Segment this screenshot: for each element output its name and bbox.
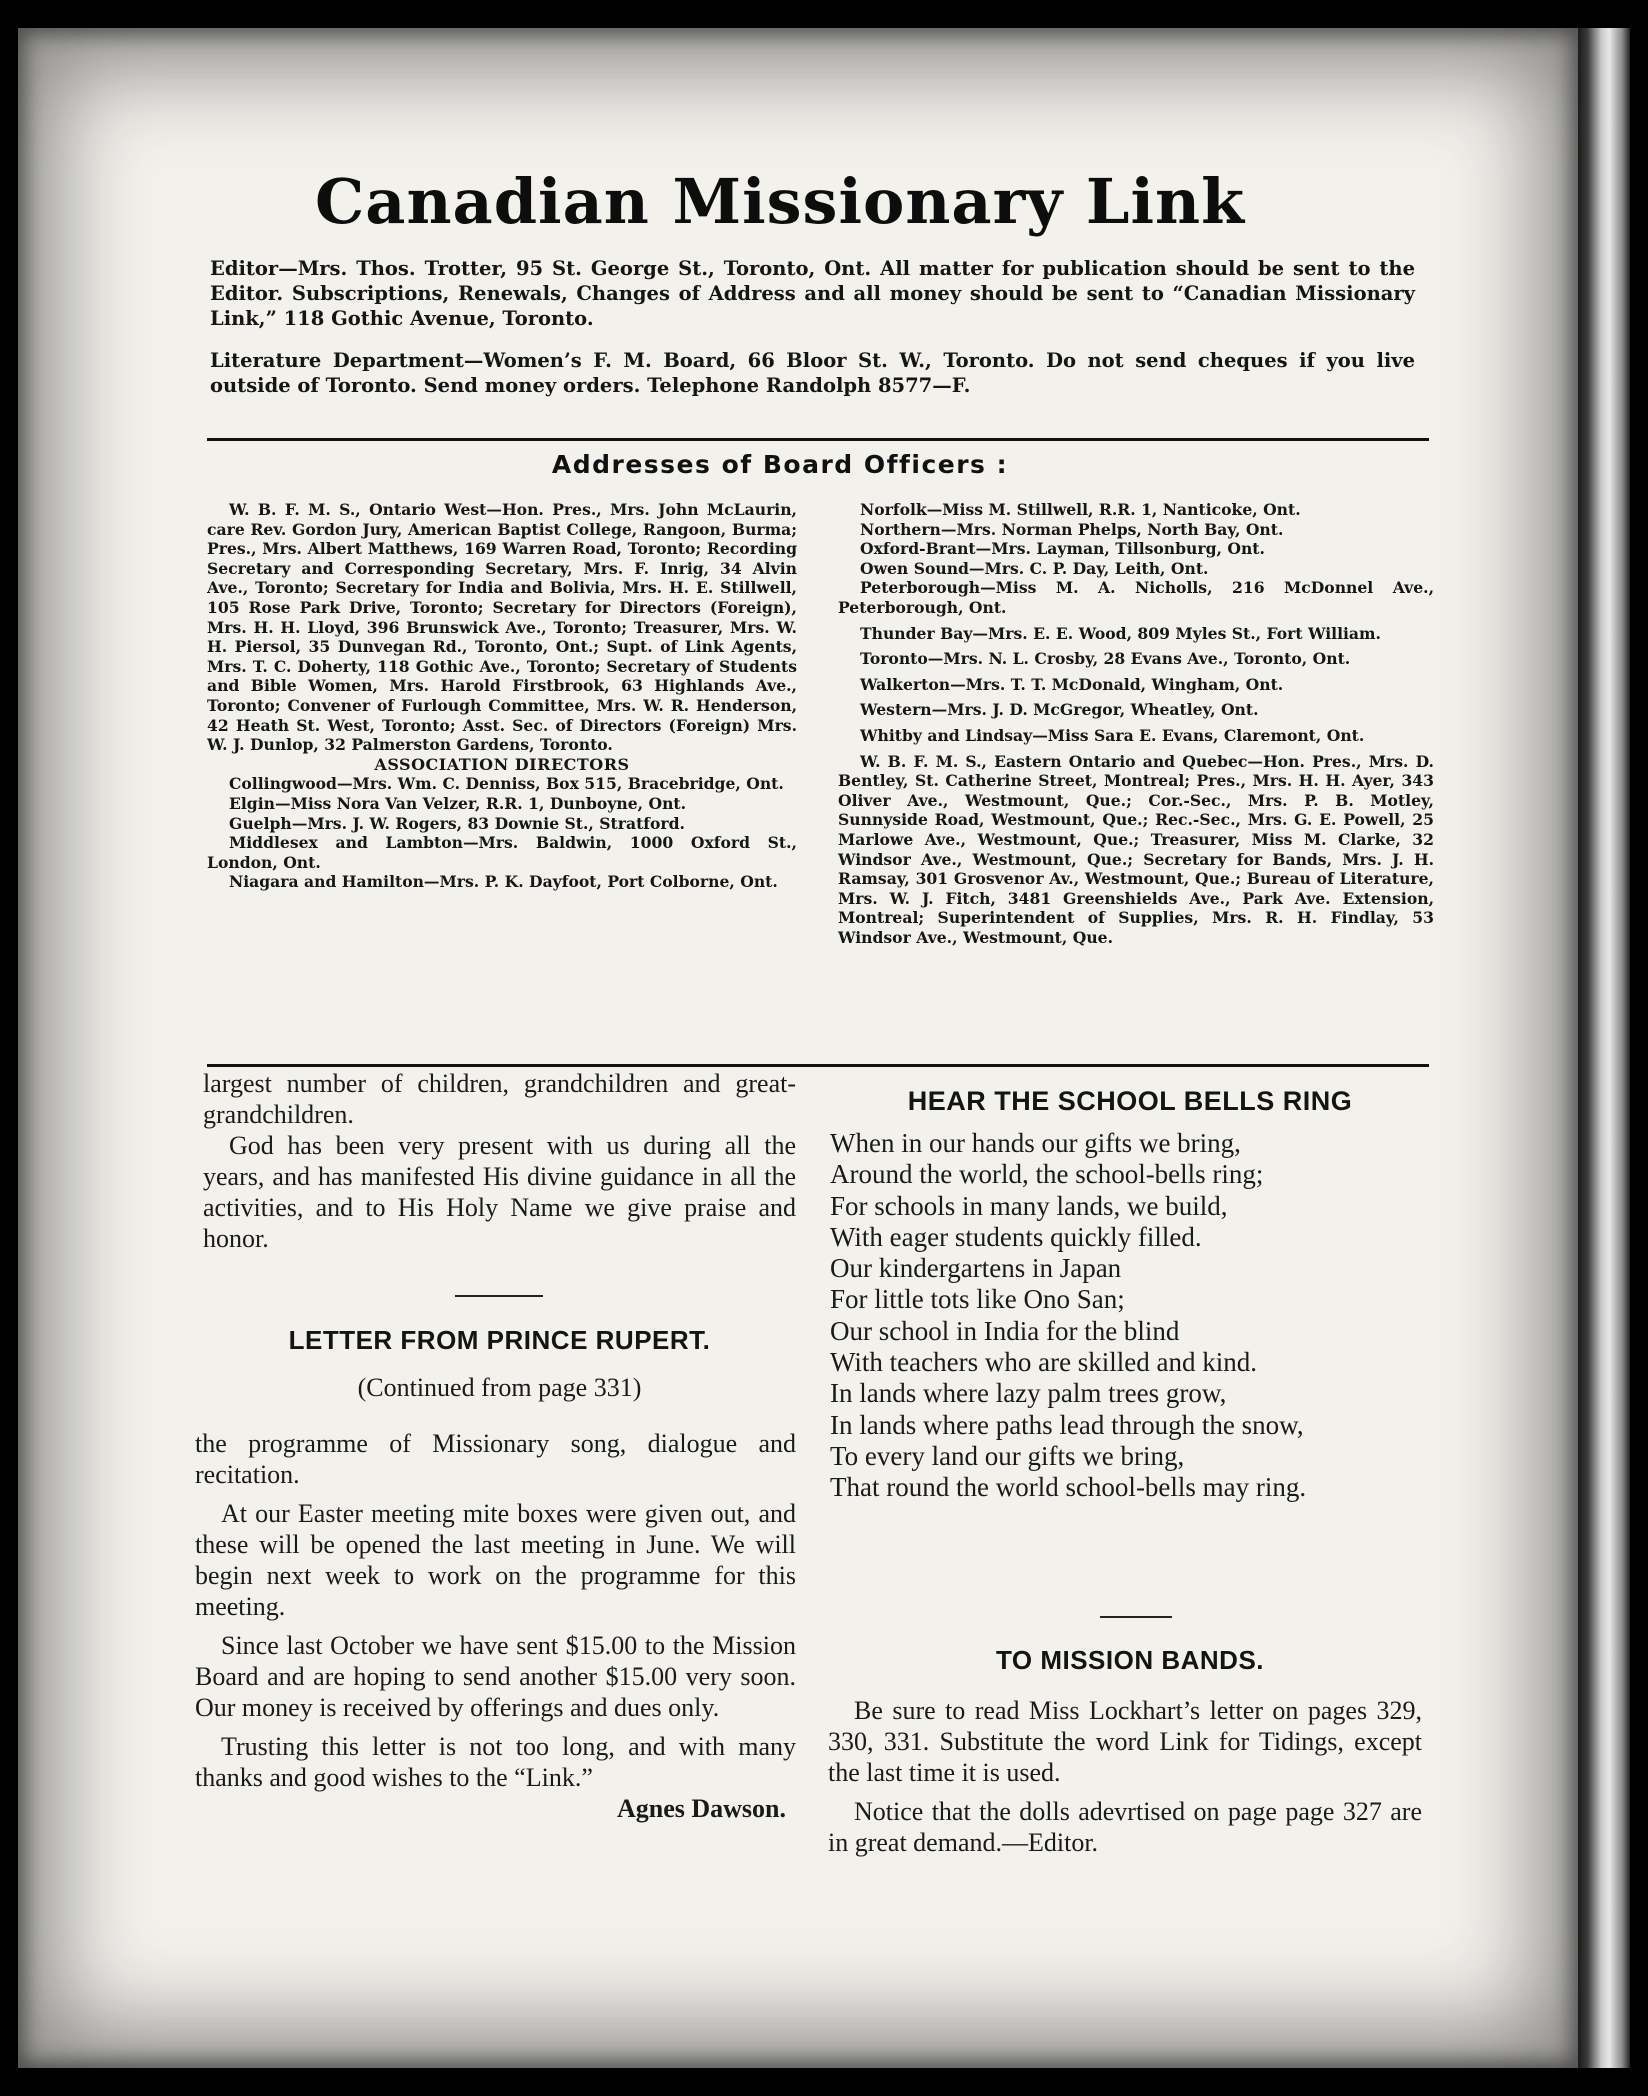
mission-bands-body xyxy=(828,1695,1422,1858)
section-separator xyxy=(1100,1616,1172,1618)
board-right-column xyxy=(838,500,1434,947)
poem-line: Our kindergartens in Japan xyxy=(830,1253,1122,1284)
mission-bands-paragraph: Be sure to read Miss Lockhart’s letter on pages 329, 330, 331. Substitute the word Link for Tidings, except the last time it is used. xyxy=(828,1696,1422,1787)
letter-paragraph: the programme of Missionary song, dialogue and recitation. xyxy=(195,1429,796,1489)
continued-note: (Continued from page 331) xyxy=(357,1373,642,1402)
letter-signature: Agnes Dawson. xyxy=(616,1794,786,1823)
left-column-top xyxy=(203,1068,796,1254)
director-entry: Walkerton—Mrs. T. T. McDonald, Wingham, Ont. xyxy=(860,674,1284,694)
poem-line: With eager students quickly filled. xyxy=(830,1221,1202,1252)
editor-note: Editor—Mrs. Thos. Trotter, 95 St. George St., Toronto, Ont. All matter for publication should be sent to the Editor. Subscriptions, Renewals, Changes of Address and all money should be sent to “Canadian Missionary Link,” 118 Gothic Avenue, Toronto. xyxy=(210,257,1415,330)
book-spine-edge xyxy=(1578,28,1630,2068)
director-entry: Owen Sound—Mrs. C. P. Day, Leith, Ont. xyxy=(860,558,1209,578)
director-entry: Norfolk—Miss M. Stillwell, R.R. 1, Nanticoke, Ont. xyxy=(860,500,1301,519)
poem-title: HEAR THE SCHOOL BELLS RING xyxy=(907,1086,1353,1116)
top-divider xyxy=(207,438,1429,441)
director-entry: Western—Mrs. J. D. McGregor, Wheatley, Ont. xyxy=(860,700,1259,720)
director-entry: Oxford-Brant—Mrs. Layman, Tillsonburg, Ont. xyxy=(860,539,1265,559)
poem-line: For little tots like Ono San; xyxy=(830,1284,1125,1315)
mission-bands-paragraph: Notice that the dolls adevrtised on page page 327 are in great demand.—Editor. xyxy=(828,1797,1422,1857)
poem-line: Around the world, the school-bells ring; xyxy=(830,1159,1264,1190)
director-entry: Guelph—Mrs. J. W. Rogers, 83 Downie St., Stratford. xyxy=(229,813,685,833)
section-separator xyxy=(455,1295,543,1297)
director-entry: Elgin—Miss Nora Van Velzer, R.R. 1, Dunboyne, Ont. xyxy=(229,793,687,813)
director-entry: Northern—Mrs. Norman Phelps, North Bay, Ont. xyxy=(860,519,1284,539)
letter-body xyxy=(195,1428,796,1824)
director-entry: Toronto—Mrs. N. L. Crosby, 28 Evans Ave., Toronto, Ont. xyxy=(860,649,1351,669)
director-entry: Thunder Bay—Mrs. E. E. Wood, 809 Myles St., Fort William. xyxy=(860,623,1381,643)
eastern-ontario-officers: W. B. F. M. S., Eastern Ontario and Quebec—Hon. Pres., Mrs. D. Bentley, St. Catherine Street, Montreal; Pres., Mrs. H. H. Ayer, 343 Oliver Ave., Westmount, Que.; Cor.-Sec., Mrs. P. B. Motley, Sunnyside Road, Westmount, Que.; Rec.-Sec., Mrs. G. E. Powell, 25 Marlowe Ave., Westmount, Que.; Treasurer, Miss M. Clarke, 32 Windsor Ave., Westmount, Que.; Secretary for Bands, Mrs. J. H. Ramsay, 301 Grosvenor Av., Westmount, Que.; Bureau of Literature, Mrs. W. J. Fitch, 3481 Greenshields Ave., Park Ave. Extension, Montreal; Superintendent of Supplies, Mrs. R. H. Findlay, 53 Windsor Ave., Westmount, Que. xyxy=(838,751,1434,947)
middle-divider xyxy=(207,1064,1429,1067)
letter-heading: LETTER FROM PRINCE RUPERT. xyxy=(288,1325,711,1355)
director-entry: Niagara and Hamilton—Mrs. P. K. Dayfoot, Port Colborne, Ont. xyxy=(229,872,778,892)
board-officers-title: Addresses of Board Officers : xyxy=(551,450,1009,479)
poem-line: In lands where paths lead through the snow, xyxy=(830,1409,1304,1440)
poem-line: When in our hands our gifts we bring, xyxy=(830,1128,1241,1158)
letter-paragraph: At our Easter meeting mite boxes were given out, and these will be opened the last meeting in June. We will begin next week to work on the programme for this meeting. xyxy=(195,1499,796,1621)
board-left-column xyxy=(207,500,797,892)
ontario-west-officers: W. B. F. M. S., Ontario West—Hon. Pres., Mrs. John McLaurin, care Rev. Gordon Jury, American Baptist College, Rangoon, Burma; Pres., Mrs. Albert Matthews, 169 Warren Road, Toronto; Recording Secretary and Corresponding Secretary, Mrs. F. Inrig, 34 Alvin Ave., Toronto; Secretary for India and Bolivia, Mrs. H. E. Stillwell, 105 Rose Park Drive, Toronto; Secretary for Directors (Foreign), Mrs. H. H. Lloyd, 396 Brunswick Ave., Toronto; Treasurer, Mrs. W. H. Piersol, 35 Dunvegan Rd., Toronto, Ont.; Supt. of Link Agents, Mrs. T. C. Doherty, 118 Gothic Ave., Toronto; Secretary of Students and Bible Women, Mrs. Harold Firstbrook, 63 Highlands Ave., Toronto; Convener of Furlough Committee, Mrs. W. R. Henderson, 42 Heath St. West, Toronto; Asst. Sec. of Directors (Foreign) Mrs. W. J. Dunlop, 32 Palmerston Gardens, Toronto. xyxy=(207,500,797,755)
masthead-title: Canadian Missionary Link xyxy=(314,165,1246,238)
director-entry: Peterborough—Miss M. A. Nicholls, 216 McDonnel Ave., Peterborough, Ont. xyxy=(838,578,1434,617)
letter-paragraph: Since last October we have sent $15.00 to the Mission Board and are hoping to send another $15.00 very soon. Our money is received by offerings and dues only. xyxy=(195,1631,796,1722)
letter-paragraph: Trusting this letter is not too long, and with many thanks and good wishes to the “Link.” xyxy=(195,1732,796,1792)
director-entry: Whitby and Lindsay—Miss Sara E. Evans, Claremont, Ont. xyxy=(860,725,1365,745)
poem xyxy=(830,1128,1430,1504)
poem-line: In lands where lazy palm trees grow, xyxy=(830,1378,1227,1409)
poem-line: With teachers who are skilled and kind. xyxy=(830,1347,1258,1378)
association-directors-heading: ASSOCIATION DIRECTORS xyxy=(374,754,630,774)
director-entry: Collingwood—Mrs. Wm. C. Denniss, Box 515, Bracebridge, Ont. xyxy=(229,774,784,794)
poem-line: That round the world school-bells may ring. xyxy=(830,1472,1307,1503)
literature-note: Literature Department—Women’s F. M. Board, 66 Bloor St. W., Toronto. Do not send cheques if you live outside of Toronto. Send money orders. Telephone Randolph 8577—F. xyxy=(210,349,1415,397)
continued-paragraph: largest number of children, grandchildren and great-grandchildren. xyxy=(203,1069,796,1129)
mission-bands-heading: TO MISSION BANDS. xyxy=(995,1645,1265,1675)
closing-paragraph: God has been very present with us during all the years, and has manifested His divine guidance in all the activities, and to His Holy Name we give praise and honor. xyxy=(203,1131,796,1253)
poem-line: For schools in many lands, we build, xyxy=(830,1190,1228,1221)
director-entry: Middlesex and Lambton—Mrs. Baldwin, 1000 Oxford St., London, Ont. xyxy=(207,833,797,872)
poem-line: Our school in India for the blind xyxy=(830,1315,1180,1346)
poem-line: To every land our gifts we bring, xyxy=(830,1440,1185,1471)
